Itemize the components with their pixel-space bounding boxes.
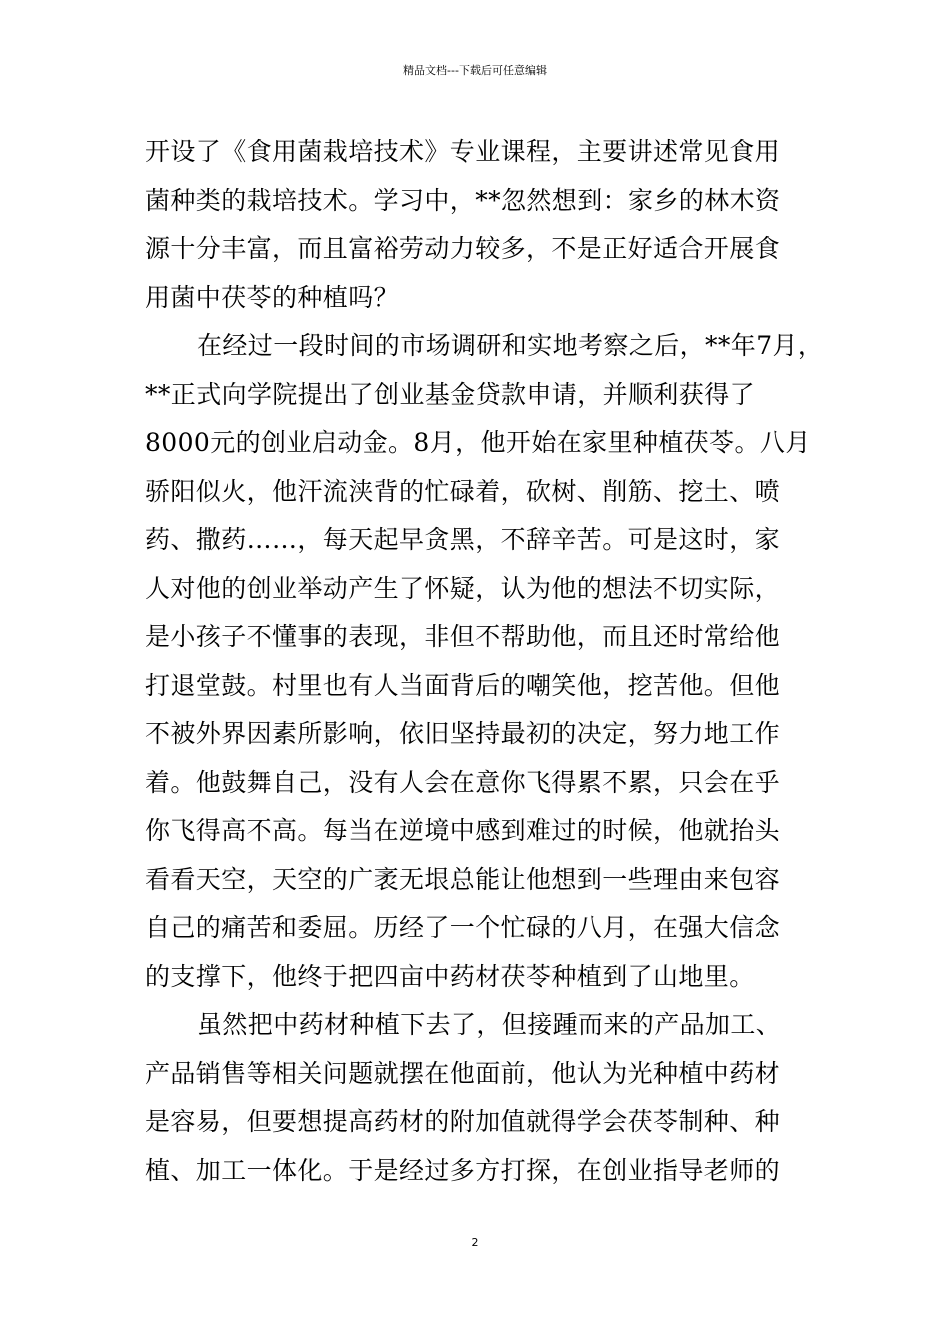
- text-line: 打退堂鼓。村里也有人当面背后的嘲笑他，挖苦他。但他: [145, 670, 781, 700]
- text-line: 是小孩子不懂事的表现，非但不帮助他，而且还时常给他: [145, 622, 781, 651]
- text-line: 开设了《食用菌栽培技术》专业课程，主要讲述常见食用: [145, 137, 781, 166]
- text-line: 8000元的创业启动金。8月，他开始在家里种植茯苓。八月: [145, 428, 811, 457]
- page-number: 2: [471, 1236, 479, 1249]
- text-line: 药、撒药……，每天起早贪黑，不辞辛苦。可是这时，家: [145, 525, 781, 554]
- text-line: 用菌中茯苓的种植吗？: [145, 282, 400, 312]
- text-line: 不被外界因素所影响，依旧坚持最初的决定，努力地工作: [145, 719, 781, 748]
- page-header: 精品文档---下载后可任意编辑: [403, 64, 547, 77]
- text-line: 人对他的创业举动产生了怀疑，认为他的想法不切实际，: [145, 573, 781, 603]
- text-line: 自己的痛苦和委屈。历经了一个忙碌的八月，在强大信念: [145, 913, 781, 942]
- paragraph-first-line: 在经过一段时间的市场调研和实地考察之后，**年7月，: [197, 331, 824, 360]
- text-line: 产品销售等相关问题就摆在他面前，他认为光种植中药材: [145, 1058, 781, 1088]
- paragraph-first-line: 虽然把中药材种植下去了，但接踵而来的产品加工、: [197, 1010, 782, 1039]
- text-line: 骄阳似火，他汗流浃背的忙碌着，砍树、削筋、挖土、喷: [145, 476, 781, 506]
- text-line: 菌种类的栽培技术。学习中，**忽然想到：家乡的林木资: [145, 185, 781, 215]
- text-line: 是容易，但要想提高药材的附加值就得学会茯苓制种、种: [145, 1107, 781, 1136]
- text-line: 的支撑下，他终于把四亩中药材茯苓种植到了山地里。: [145, 961, 755, 991]
- text-line: **正式向学院提出了创业基金贷款申请，并顺利获得了: [145, 379, 756, 409]
- text-line: 着。他鼓舞自己，没有人会在意你飞得累不累，只会在乎: [145, 767, 781, 797]
- text-line: 源十分丰富，而且富裕劳动力较多，不是正好适合开展食: [145, 234, 781, 263]
- text-line: 看看天空，天空的广袤无垠总能让他想到一些理由来包容: [145, 864, 781, 894]
- text-line: 你飞得高不高。每当在逆境中感到难过的时候，他就抬头: [145, 816, 781, 845]
- text-line: 植、加工一体化。于是经过多方打探，在创业指导老师的: [145, 1155, 781, 1185]
- body-text: [145, 128, 824, 1195]
